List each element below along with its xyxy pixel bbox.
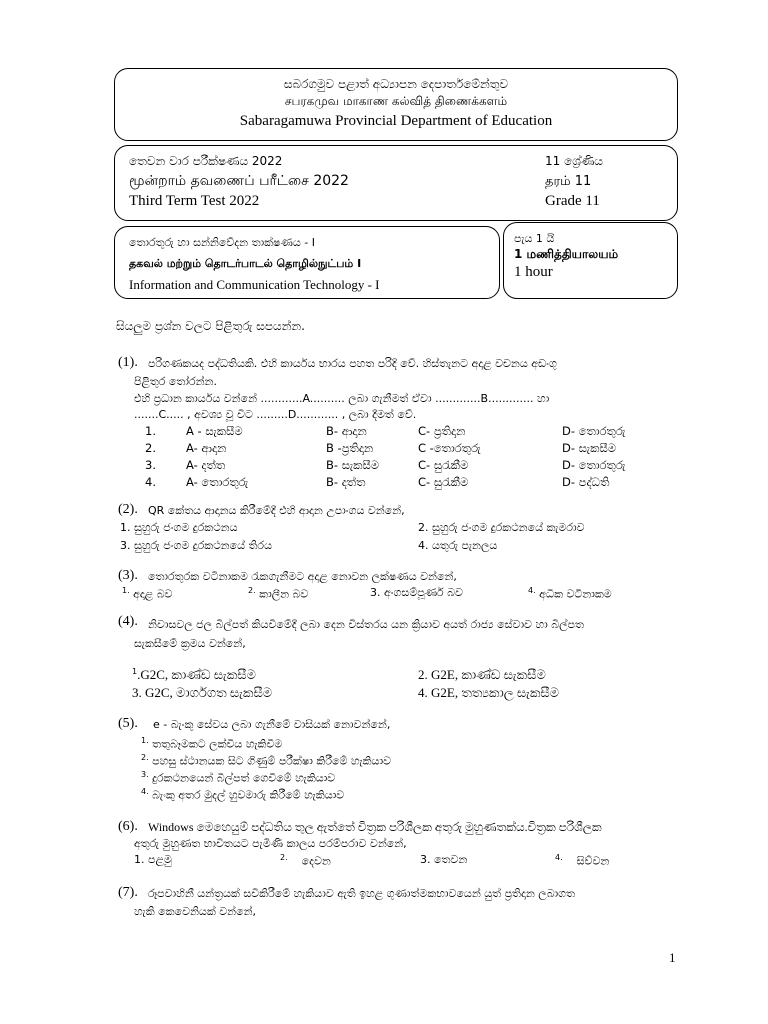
option-text: කාලීන බව (259, 587, 309, 601)
grade-tamil: தரம் 11 (545, 174, 592, 189)
q2-option-3[interactable]: 3. සුහුරු ජංගම දුරකථනයේ තිරය (120, 539, 272, 552)
option-text: දෙවන (301, 854, 331, 868)
grade-sinhala: 11 ශ්‍රේණිය (545, 154, 603, 168)
instruction: සියලුම ප්‍රශ්න වලට පිළිතුරු සපයන්න. (116, 319, 305, 333)
option-c: C- සුරැකීම (418, 458, 469, 472)
option-number: 2. (280, 853, 288, 862)
test-name-tamil: மூன்றாம் தவணைப் பரீட்சை 2022 (129, 173, 349, 189)
subject-english: Information and Communication Technology - I (129, 277, 380, 292)
q5-text: e - බැංකු සේවය ලබා ගැනීමේ වාසියක් නොවන්නේ, (153, 718, 391, 731)
q4-option-1[interactable] (132, 667, 256, 683)
q1-number: (1). (118, 355, 138, 370)
option-number: 4. (555, 853, 563, 862)
duration-tamil: 1 மணித்தியாலயம் (514, 247, 619, 261)
option-b: B- ආදාන (326, 424, 367, 438)
option-number: 2. (145, 441, 156, 455)
q4-text-line2: සැකසීමේ ක්‍රමය වන්නේ, (134, 637, 246, 650)
duration-sinhala: පැය 1 යි (514, 232, 555, 245)
option-number: 1. (122, 586, 130, 595)
q6-option-4[interactable] (555, 853, 609, 869)
q1-text-line2: පිළිතුර තෝරන්න. (134, 375, 217, 388)
test-name-english: Third Term Test 2022 (129, 193, 260, 209)
q1-text-line3: එහි ප්‍රධාන කාර්යය වන්නේ ............A.......... ලබා ගැනීමත් ඒවා .............B............. හා (134, 392, 550, 405)
term-box (114, 145, 678, 221)
q6-option-2[interactable] (280, 853, 331, 869)
page-number: 1 (669, 950, 676, 965)
option-d: D- තොරතුරු (562, 458, 626, 472)
option-b: B -ප්‍රතිදාන (326, 441, 374, 455)
option-c: C -තොරතුරු (418, 441, 481, 455)
q4-number: (4). (118, 614, 138, 629)
q1-text-line1: පරිගණකයද පද්ධතියකි. එහි කාර්යය භාරය පහත පරිදි වේ. හිස්තැනට අදාළ වචනය අඩංගු (148, 357, 557, 370)
option-text: දුරකථනයෙන් බිල්පත් ගෙවීමේ හැකියාව (152, 771, 336, 785)
q7-number: (7). (118, 885, 138, 900)
q5-number: (5). (118, 716, 138, 731)
option-text: අධික වටිනාකම (539, 587, 612, 601)
subject-sinhala: තොරතුරු හා සන්නිවේදන තාක්ෂණය - I (129, 236, 315, 249)
option-a: A- ආදාන (186, 441, 227, 455)
option-number: 1. (141, 736, 149, 745)
option-d: D- තොරතුරු (562, 424, 626, 438)
header-box (114, 68, 678, 141)
header-line-english: Sabaragamuwa Provincial Department of Education (239, 113, 553, 129)
duration-box (503, 222, 678, 299)
q3-option-4[interactable] (528, 586, 612, 602)
header-line-sinhala: සබරගමුව පළාත් අධ්‍යාපන දෙපාර්තමේන්තුව (283, 77, 509, 91)
subject-box (114, 226, 500, 299)
option-d: D- සැකසීම (562, 441, 617, 455)
q3-text: තොරතුරක වටිනාකම රැකගැනීමට අදාළ නොවන ලක්ෂණය වන්නේ, (148, 570, 457, 583)
q2-number: (2). (118, 502, 138, 517)
option-text: තතුබෑමකට ලක්විය හැකිවීම (152, 737, 283, 751)
q5-option-3[interactable] (141, 770, 335, 786)
grade-english: Grade 11 (545, 193, 600, 209)
option-text: අදාළ බව (133, 587, 173, 601)
q6-option-3[interactable]: 3. තෙවන (420, 853, 468, 866)
option-number: 1 (132, 667, 138, 676)
q6-number: (6). (118, 819, 138, 834)
q4-option-2[interactable]: 2. G2E, කාණ්ඩ සැකසීම (418, 667, 546, 682)
q2-option-1[interactable]: 1. සුහුරු ජංගම දුරකථනය (120, 521, 238, 534)
duration-english: 1 hour (514, 264, 553, 280)
option-number: 1. (145, 424, 156, 438)
q6-text-line1 (148, 820, 602, 835)
option-text: සිව්වන (576, 854, 610, 868)
q3-option-1[interactable] (122, 586, 172, 602)
option-c: C- ප්‍රතිදාන (418, 424, 466, 438)
option-number: 3. (141, 770, 149, 779)
q5-option-4[interactable] (141, 787, 344, 803)
q6-option-1[interactable]: 1. පළමු (134, 853, 172, 866)
q2-text: QR කේතය ආදානය කිරීමේදී එහි ආදාන උපාංගය වන්නේ, (148, 504, 405, 517)
option-number: 4. (141, 787, 149, 796)
header-line-tamil: சபரகமுவ மாகாண கல்வித் திணைக்களம் (284, 94, 508, 108)
option-number: 3. (145, 458, 156, 472)
option-d: D- පද්ධති (562, 475, 610, 489)
option-text: .G2C, කාණ්ඩ සැකසීම (137, 667, 256, 682)
option-text: බැංකු අතර මුදල් හුවමාරු කිරීමේ හැකියාව (152, 788, 345, 802)
option-number: 4. (528, 586, 536, 595)
subject-tamil: தகவல் மற்றும் தொடர்பாடல் தொழில்நுட்பம் I (129, 257, 362, 270)
q3-option-2[interactable] (248, 586, 308, 602)
q7-text-line2: හැකි කෙවෙනියක් වන්නේ, (134, 905, 257, 918)
option-c: C- සුරැකීම (418, 475, 469, 489)
option-b: B- සැකසීම (326, 458, 380, 472)
option-b: B- දත්ත (326, 475, 366, 489)
q3-number: (3). (118, 568, 138, 583)
q2-option-4[interactable]: 4. යතුරු පැනලය (418, 539, 498, 552)
option-text: පහසු ස්ථානයක සිට ගිණුම් පරීක්ෂා කිරීමේ හැකියාව (152, 754, 391, 768)
q4-option-3[interactable]: 3. G2C, මාර්ගගත සැකසීම (132, 685, 273, 700)
option-number: 4. (145, 475, 156, 489)
q6-text-line2: අතුරු මුහුණත භාවිතයට පැමිණි කාලය පරම්පරාව වන්නේ, (134, 837, 407, 850)
option-a: A- තොරතුරු (186, 475, 249, 489)
q7-text-line1: රූපවාහිනී යන්ත්‍රයක් සවිකිරීමේ හැකියාව ඇති ඉහළ ගුණාත්මකභාවයෙන් යුත් ප්‍රතිදාන ලබාගත (148, 887, 575, 900)
q4-option-4[interactable]: 4. G2E, තත්‍යකාල සැකසීම (418, 685, 560, 700)
q6-text-line1-content: Windows මෙහෙයුම් පද්ධතිය තුල ඇත්තේ චිත්‍රක පරිශීලක අතුරු මුහුණතක්ය.චිත්‍රක පරිශීලක (148, 820, 602, 834)
q3-option-3[interactable]: 3. අංගසම්පූර්ණ බව (370, 586, 463, 599)
q5-option-1[interactable] (141, 736, 282, 752)
option-number: 2. (248, 586, 256, 595)
q2-option-2[interactable]: 2. සුහුරු ජංගම දුරකථනයේ කැමරාව (418, 521, 585, 534)
option-a: A- දත්ත (186, 458, 226, 472)
test-name-sinhala: තෙවන වාර පරීක්ෂණය 2022 (129, 154, 283, 168)
q5-option-2[interactable] (141, 753, 391, 769)
option-number: 2. (141, 753, 149, 762)
option-a: A - සැකසීම (186, 424, 243, 438)
q4-text-line1: නිවාසවල ජල බිල්පත් කියවීමේදී ලබා දෙන විස්තරය යන ක්‍රියාව අයත් රාජ්‍ය සේවාව හා බිල්පත (148, 618, 584, 631)
q1-text-line4: .......C..... , අවශ්‍ය වූ විට .........D............ , ලබා දීමත් වේ. (134, 408, 417, 421)
